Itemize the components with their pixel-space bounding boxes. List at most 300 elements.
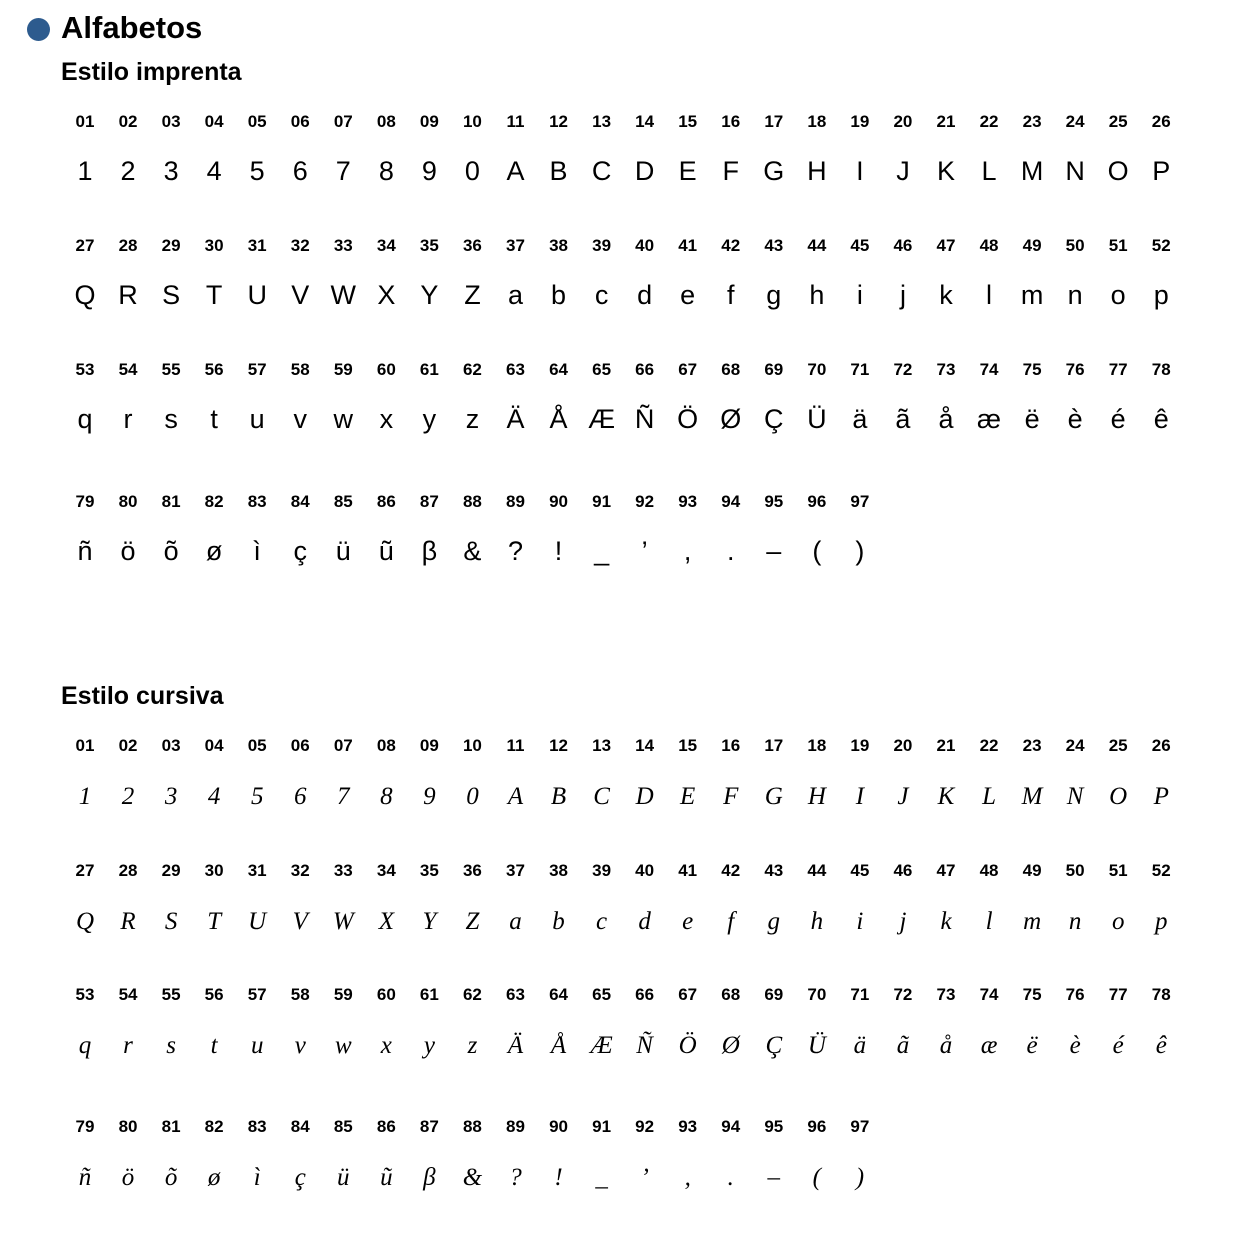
- cursive-char-number: 16: [721, 736, 741, 755]
- print-char-number: 47: [936, 236, 956, 255]
- print-char-glyph: v: [293, 404, 307, 434]
- title-bullet-icon: [27, 18, 50, 41]
- print-char-number: 78: [1151, 360, 1171, 379]
- print-char-glyph: I: [856, 156, 864, 186]
- cursive-char-glyph: G: [764, 783, 783, 810]
- print-char-number: 13: [592, 112, 612, 131]
- cursive-char-number: 46: [893, 861, 913, 880]
- cursive-char-number: 33: [333, 861, 353, 880]
- cursive-char-glyph: L: [982, 783, 996, 810]
- cursive-char-glyph: f: [727, 908, 735, 935]
- print-char-number: 79: [75, 492, 95, 511]
- print-char-number: 97: [850, 492, 870, 511]
- cursive-char-glyph: W: [332, 908, 354, 935]
- print-char-number: 32: [290, 236, 310, 255]
- print-char-number: 68: [721, 360, 741, 379]
- cursive-char-number: 32: [290, 861, 310, 880]
- cursive-char-glyph: k: [940, 908, 952, 935]
- print-char-number: 46: [893, 236, 913, 255]
- print-char-glyph: R: [118, 280, 138, 310]
- print-char-number: 16: [721, 112, 741, 131]
- print-char-glyph: !: [554, 536, 563, 566]
- print-char-glyph: W: [330, 280, 357, 310]
- cursive-char-glyph: ø: [207, 1164, 221, 1191]
- print-char-number: 08: [376, 112, 396, 131]
- print-char-glyph: 8: [378, 156, 394, 186]
- cursive-char-glyph: e: [682, 908, 694, 935]
- cursive-char-glyph: 6: [294, 783, 307, 810]
- print-char-glyph: ã: [895, 404, 911, 434]
- cursive-char-number: 42: [721, 861, 741, 880]
- print-char-glyph: N: [1065, 156, 1085, 186]
- cursive-char-glyph: Ñ: [636, 1032, 653, 1059]
- cursive-char-number: 51: [1108, 861, 1128, 880]
- cursive-char-number: 52: [1151, 861, 1171, 880]
- cursive-char-glyph: M: [1021, 783, 1043, 810]
- page-title: Alfabetos: [61, 10, 203, 45]
- print-char-glyph: ç: [293, 536, 307, 566]
- cursive-char-number: 62: [462, 985, 482, 1004]
- cursive-char-glyph: 0: [466, 783, 479, 810]
- print-char-number: 70: [807, 360, 827, 379]
- cursive-char-glyph: æ: [980, 1032, 998, 1059]
- print-char-glyph: B: [549, 156, 568, 186]
- print-char-number: 03: [161, 112, 181, 131]
- cursive-char-number: 19: [850, 736, 870, 755]
- print-char-number: 45: [850, 236, 870, 255]
- cursive-char-glyph: ): [855, 1164, 865, 1191]
- print-char-glyph: ü: [335, 536, 351, 566]
- print-char-glyph: i: [856, 280, 863, 310]
- print-char-number: 83: [247, 492, 267, 511]
- print-char-number: 09: [419, 112, 439, 131]
- print-char-number: 56: [204, 360, 224, 379]
- print-char-number: 74: [979, 360, 999, 379]
- print-char-glyph: 1: [77, 156, 93, 186]
- cursive-char-number: 70: [807, 985, 827, 1004]
- cursive-char-number: 10: [462, 736, 482, 755]
- print-char-glyph: ì: [253, 536, 261, 566]
- print-char-glyph: ñ: [77, 536, 93, 566]
- print-char-glyph: K: [936, 156, 955, 186]
- print-char-glyph: ũ: [378, 536, 394, 566]
- print-char-number: 42: [721, 236, 741, 255]
- cursive-char-number: 55: [161, 985, 181, 1004]
- cursive-char-number: 91: [592, 1117, 612, 1136]
- cursive-char-glyph: Z: [465, 908, 480, 935]
- cursive-char-glyph: Ø: [721, 1032, 740, 1059]
- print-char-glyph: M: [1020, 156, 1044, 186]
- cursive-char-number: 87: [419, 1117, 439, 1136]
- print-char-number: 05: [247, 112, 267, 131]
- cursive-char-number: 26: [1151, 736, 1171, 755]
- print-char-number: 72: [893, 360, 913, 379]
- print-char-glyph: Å: [549, 404, 568, 434]
- cursive-char-glyph: m: [1023, 908, 1042, 935]
- print-char-glyph: 2: [120, 156, 136, 186]
- print-char-number: 36: [462, 236, 482, 255]
- cursive-char-glyph: l: [985, 908, 993, 935]
- print-char-glyph: D: [634, 156, 655, 186]
- print-char-glyph: ): [855, 536, 865, 566]
- cursive-char-glyph: S: [164, 908, 178, 935]
- print-char-glyph: d: [637, 280, 653, 310]
- print-char-glyph: L: [981, 156, 997, 186]
- print-char-glyph: ’: [641, 536, 648, 566]
- cursive-char-glyph: B: [550, 783, 567, 810]
- cursive-char-number: 96: [807, 1117, 827, 1136]
- cursive-char-glyph: –: [767, 1164, 781, 1191]
- cursive-char-glyph: E: [680, 783, 696, 810]
- cursive-char-glyph: t: [210, 1032, 218, 1059]
- cursive-char-number: 28: [118, 861, 138, 880]
- print-char-number: 19: [850, 112, 870, 131]
- cursive-char-glyph: h: [810, 908, 824, 935]
- cursive-char-glyph: p: [1155, 908, 1168, 935]
- section-heading-print: Estilo imprenta: [61, 58, 242, 86]
- cursive-char-glyph: d: [638, 908, 651, 935]
- cursive-char-glyph: Q: [75, 908, 95, 935]
- cursive-char-number: 97: [850, 1117, 870, 1136]
- cursive-char-glyph: 9: [423, 783, 436, 810]
- cursive-char-number: 77: [1108, 985, 1128, 1004]
- cursive-char-glyph: é: [1112, 1032, 1124, 1059]
- print-char-number: 15: [678, 112, 698, 131]
- cursive-char-number: 47: [936, 861, 956, 880]
- cursive-char-glyph: ũ: [380, 1164, 393, 1191]
- print-char-glyph: Y: [420, 280, 439, 310]
- cursive-char-glyph: 4: [207, 783, 221, 810]
- cursive-char-glyph: ê: [1155, 1032, 1167, 1059]
- print-char-glyph: (: [812, 536, 822, 566]
- cursive-char-glyph: ñ: [78, 1164, 92, 1191]
- print-char-number: 28: [118, 236, 138, 255]
- print-char-glyph: m: [1020, 280, 1044, 310]
- cursive-char-number: 17: [764, 736, 784, 755]
- cursive-char-number: 35: [419, 861, 439, 880]
- cursive-char-glyph: w: [334, 1032, 352, 1059]
- cursive-char-number: 79: [75, 1117, 95, 1136]
- print-char-number: 51: [1108, 236, 1128, 255]
- print-char-glyph: 3: [163, 156, 179, 186]
- cursive-char-glyph: β: [423, 1164, 436, 1191]
- cursive-char-number: 41: [678, 861, 698, 880]
- print-char-glyph: Æ: [588, 404, 616, 434]
- cursive-char-glyph: n: [1068, 908, 1082, 935]
- print-char-glyph: s: [164, 404, 178, 434]
- cursive-char-number: 11: [506, 736, 525, 755]
- cursive-char-glyph: N: [1066, 783, 1084, 810]
- cursive-char-number: 38: [549, 861, 568, 880]
- print-char-glyph: Q: [74, 280, 96, 310]
- print-char-number: 52: [1151, 236, 1171, 255]
- cursive-char-glyph: 7: [337, 783, 350, 810]
- cursive-char-glyph: U: [248, 908, 267, 935]
- print-char-number: 22: [979, 112, 999, 131]
- cursive-char-glyph: s: [166, 1032, 176, 1059]
- cursive-char-number: 74: [979, 985, 999, 1004]
- cursive-char-number: 88: [462, 1117, 482, 1136]
- print-char-glyph: u: [249, 404, 265, 434]
- print-char-number: 20: [893, 112, 913, 131]
- cursive-char-number: 73: [936, 985, 956, 1004]
- cursive-char-number: 15: [678, 736, 698, 755]
- print-char-glyph: 0: [464, 156, 480, 186]
- print-char-number: 95: [764, 492, 784, 511]
- print-char-glyph: 7: [335, 156, 351, 186]
- print-char-number: 31: [247, 236, 267, 255]
- print-char-number: 67: [678, 360, 698, 379]
- cursive-char-glyph: å: [939, 1032, 953, 1059]
- cursive-char-glyph: O: [1109, 783, 1128, 810]
- cursive-char-number: 83: [247, 1117, 267, 1136]
- cursive-char-glyph: 1: [78, 783, 92, 810]
- print-char-number: 61: [419, 360, 439, 379]
- print-char-number: 07: [333, 112, 353, 131]
- cursive-char-glyph: D: [635, 783, 654, 810]
- cursive-char-glyph: õ: [164, 1164, 178, 1191]
- cursive-char-number: 21: [936, 736, 956, 755]
- cursive-char-number: 93: [678, 1117, 698, 1136]
- cursive-char-glyph: C: [593, 783, 610, 810]
- print-char-number: 58: [290, 360, 310, 379]
- print-char-number: 77: [1108, 360, 1128, 379]
- print-char-number: 84: [290, 492, 310, 511]
- print-char-number: 54: [118, 360, 138, 379]
- print-char-number: 44: [807, 236, 827, 255]
- cursive-char-glyph: o: [1111, 908, 1125, 935]
- cursive-char-number: 95: [764, 1117, 784, 1136]
- print-char-glyph: y: [422, 404, 437, 434]
- print-char-number: 66: [635, 360, 655, 379]
- print-char-number: 06: [290, 112, 310, 131]
- cursive-char-number: 23: [1022, 736, 1042, 755]
- print-char-glyph: x: [379, 404, 394, 434]
- cursive-char-glyph: 2: [121, 783, 135, 810]
- print-char-number: 82: [204, 492, 224, 511]
- cursive-char-glyph: i: [856, 908, 864, 935]
- print-char-number: 86: [376, 492, 396, 511]
- cursive-char-glyph: ü: [337, 1164, 350, 1191]
- cursive-char-number: 49: [1022, 861, 1042, 880]
- cursive-char-number: 39: [592, 861, 612, 880]
- print-char-glyph: a: [507, 280, 524, 310]
- print-char-number: 90: [549, 492, 568, 511]
- cursive-char-number: 34: [376, 861, 396, 880]
- cursive-char-number: 69: [764, 985, 784, 1004]
- print-char-number: 37: [506, 236, 525, 255]
- print-char-glyph: G: [763, 156, 785, 186]
- cursive-char-number: 71: [850, 985, 870, 1004]
- cursive-char-glyph: v: [294, 1032, 306, 1059]
- cursive-char-glyph: Æ: [590, 1032, 613, 1059]
- print-char-glyph: 6: [292, 156, 308, 186]
- print-char-number: 87: [419, 492, 439, 511]
- cursive-char-number: 07: [333, 736, 353, 755]
- cursive-char-glyph: c: [596, 908, 608, 935]
- cursive-char-number: 09: [419, 736, 439, 755]
- cursive-char-number: 45: [850, 861, 870, 880]
- cursive-char-number: 78: [1151, 985, 1171, 1004]
- print-char-glyph: Ñ: [634, 404, 655, 434]
- cursive-char-glyph: F: [723, 783, 739, 810]
- cursive-char-glyph: Å: [550, 1032, 567, 1059]
- cursive-char-glyph: 5: [250, 783, 264, 810]
- print-char-glyph: U: [247, 280, 267, 310]
- cursive-char-glyph: b: [552, 908, 565, 935]
- print-char-number: 76: [1065, 360, 1085, 379]
- print-char-glyph: T: [205, 280, 223, 310]
- cursive-char-number: 94: [721, 1117, 741, 1136]
- cursive-char-number: 08: [376, 736, 396, 755]
- cursive-char-number: 20: [893, 736, 913, 755]
- cursive-char-glyph: ë: [1026, 1032, 1038, 1059]
- cursive-char-glyph: ç: [294, 1164, 306, 1191]
- print-char-glyph: ?: [507, 536, 524, 566]
- cursive-char-number: 86: [376, 1117, 396, 1136]
- print-char-number: 30: [204, 236, 224, 255]
- cursive-char-glyph: Ö: [678, 1032, 697, 1059]
- cursive-char-number: 90: [549, 1117, 568, 1136]
- print-char-glyph: 5: [249, 156, 265, 186]
- print-char-glyph: n: [1067, 280, 1083, 310]
- print-char-number: 50: [1065, 236, 1085, 255]
- cursive-char-number: 67: [678, 985, 698, 1004]
- print-char-glyph: E: [678, 156, 697, 186]
- print-char-glyph: H: [807, 156, 827, 186]
- cursive-char-number: 50: [1065, 861, 1085, 880]
- print-char-number: 60: [376, 360, 396, 379]
- cursive-char-glyph: A: [507, 783, 524, 810]
- cursive-char-glyph: 3: [164, 783, 178, 810]
- cursive-char-number: 81: [161, 1117, 181, 1136]
- print-char-glyph: ö: [120, 536, 136, 566]
- print-char-number: 14: [635, 112, 655, 131]
- cursive-char-glyph: ä: [853, 1032, 867, 1059]
- print-char-glyph: å: [938, 404, 954, 434]
- cursive-char-glyph: (: [812, 1164, 821, 1191]
- cursive-char-number: 84: [290, 1117, 310, 1136]
- cursive-char-number: 30: [204, 861, 224, 880]
- print-char-glyph: 4: [206, 156, 222, 186]
- cursive-char-glyph: X: [378, 908, 394, 935]
- print-char-glyph: ä: [852, 404, 868, 434]
- cursive-char-number: 48: [979, 861, 999, 880]
- print-char-number: 96: [807, 492, 827, 511]
- print-char-glyph: J: [896, 156, 910, 186]
- print-char-number: 94: [721, 492, 741, 511]
- cursive-char-glyph: J: [897, 783, 909, 810]
- cursive-char-glyph: j: [899, 908, 907, 935]
- print-char-number: 64: [549, 360, 568, 379]
- print-char-number: 41: [678, 236, 698, 255]
- cursive-char-number: 44: [807, 861, 827, 880]
- print-char-number: 18: [807, 112, 827, 131]
- print-char-glyph: k: [939, 280, 953, 310]
- print-char-number: 92: [635, 492, 655, 511]
- print-char-number: 55: [161, 360, 181, 379]
- print-char-number: 24: [1065, 112, 1085, 131]
- print-char-number: 39: [592, 236, 612, 255]
- print-char-number: 04: [204, 112, 224, 131]
- cursive-char-number: 63: [506, 985, 525, 1004]
- print-char-number: 88: [462, 492, 482, 511]
- print-char-glyph: t: [210, 404, 218, 434]
- cursive-char-number: 68: [721, 985, 741, 1004]
- cursive-char-glyph: x: [380, 1032, 392, 1059]
- cursive-char-glyph: ö: [121, 1164, 135, 1191]
- cursive-char-number: 22: [979, 736, 999, 755]
- cursive-char-glyph: &: [462, 1164, 483, 1191]
- print-char-number: 40: [635, 236, 655, 255]
- cursive-char-glyph: r: [123, 1032, 133, 1059]
- print-char-glyph: Ü: [807, 404, 827, 434]
- print-char-glyph: Ö: [677, 404, 699, 434]
- cursive-char-glyph: y: [423, 1032, 435, 1059]
- cursive-char-number: 40: [635, 861, 655, 880]
- print-char-number: 38: [549, 236, 568, 255]
- print-char-glyph: r: [123, 404, 133, 434]
- print-char-glyph: ø: [205, 536, 223, 566]
- cursive-char-number: 85: [333, 1117, 353, 1136]
- cursive-char-number: 12: [549, 736, 568, 755]
- print-char-number: 10: [462, 112, 482, 131]
- cursive-char-glyph: q: [78, 1032, 92, 1059]
- print-char-glyph: F: [722, 156, 739, 186]
- print-char-number: 17: [764, 112, 784, 131]
- print-char-glyph: O: [1107, 156, 1129, 186]
- cursive-char-number: 03: [161, 736, 181, 755]
- cursive-char-number: 65: [592, 985, 612, 1004]
- cursive-char-glyph: !: [554, 1164, 563, 1191]
- cursive-char-number: 82: [204, 1117, 224, 1136]
- cursive-char-glyph: g: [767, 908, 781, 935]
- cursive-char-number: 92: [635, 1117, 655, 1136]
- print-char-number: 73: [936, 360, 956, 379]
- print-char-number: 26: [1151, 112, 1171, 131]
- print-char-number: 29: [161, 236, 181, 255]
- print-char-number: 12: [549, 112, 568, 131]
- print-char-number: 53: [75, 360, 95, 379]
- print-char-number: 71: [850, 360, 870, 379]
- cursive-char-number: 56: [204, 985, 224, 1004]
- print-char-glyph: _: [594, 536, 610, 566]
- print-char-glyph: w: [333, 404, 354, 434]
- print-char-number: 34: [376, 236, 396, 255]
- cursive-char-glyph: z: [467, 1032, 478, 1059]
- print-char-glyph: p: [1153, 280, 1169, 310]
- cursive-char-number: 57: [247, 985, 267, 1004]
- cursive-char-glyph: ã: [896, 1032, 910, 1059]
- cursive-char-number: 02: [118, 736, 138, 755]
- print-char-glyph: A: [506, 156, 525, 186]
- cursive-char-glyph: Ä: [507, 1032, 524, 1059]
- cursive-char-number: 60: [376, 985, 396, 1004]
- print-char-number: 93: [678, 492, 698, 511]
- cursive-char-number: 24: [1065, 736, 1085, 755]
- cursive-char-number: 37: [506, 861, 525, 880]
- print-char-glyph: V: [291, 280, 310, 310]
- print-char-glyph: Ø: [720, 404, 742, 434]
- cursive-char-number: 14: [635, 736, 655, 755]
- print-char-glyph: β: [421, 536, 438, 566]
- cursive-char-number: 53: [75, 985, 95, 1004]
- print-char-number: 23: [1022, 112, 1042, 131]
- cursive-char-number: 76: [1065, 985, 1085, 1004]
- cursive-char-glyph: 8: [380, 783, 393, 810]
- print-char-number: 11: [506, 112, 525, 131]
- print-char-glyph: g: [766, 280, 782, 310]
